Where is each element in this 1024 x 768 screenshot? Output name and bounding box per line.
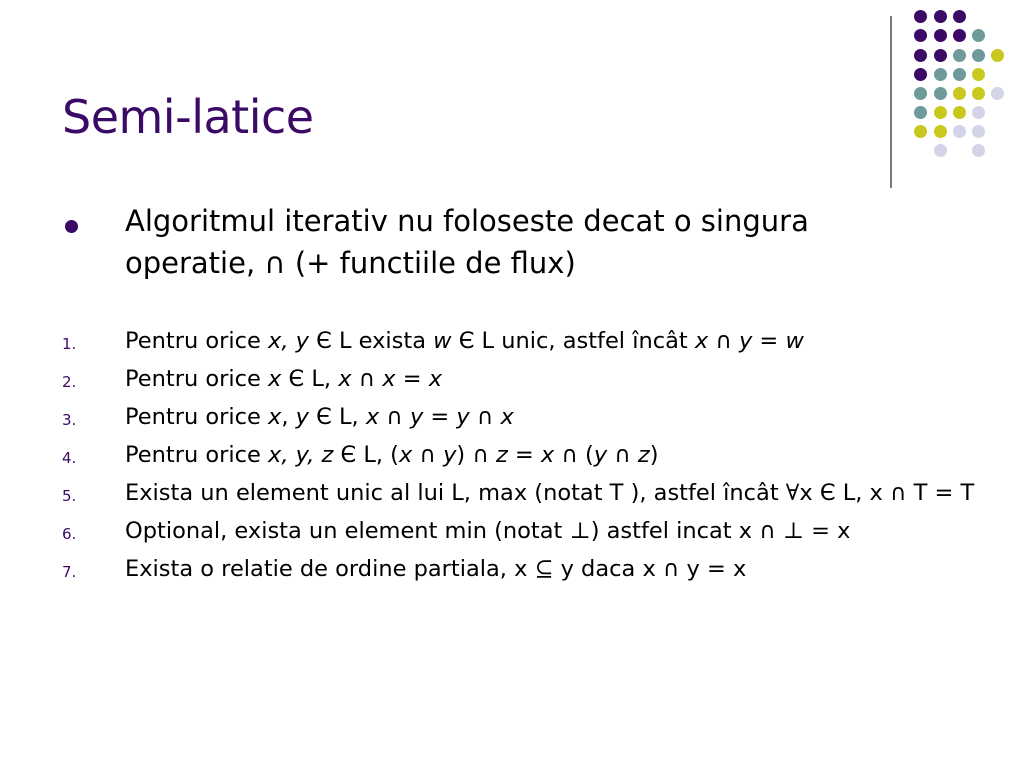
- list-item-segment: ⊥ =: [782, 518, 831, 544]
- list-item-text: [125, 516, 982, 547]
- main-bullet-line2: operatie, ∩ (+ functiile de flux): [125, 246, 576, 280]
- list-item: [62, 326, 982, 357]
- list-item-segment: ∩: [708, 328, 739, 354]
- list-item-segment: ,: [281, 404, 296, 430]
- decor-dot: [953, 49, 966, 62]
- decor-dot: [972, 125, 985, 138]
- list-item-segment: ∩: [351, 366, 383, 392]
- list-item-segment: w: [785, 328, 804, 354]
- decor-dot: [934, 49, 947, 62]
- list-item-segment: ∩: [469, 404, 501, 430]
- decor-dot: [914, 49, 927, 62]
- decor-dot: [991, 49, 1004, 62]
- list-item-number: 5.: [62, 487, 77, 505]
- list-item-segment: Pentru orice: [125, 442, 268, 468]
- list-item-segment: y: [443, 442, 457, 468]
- list-item-segment: y = y: [409, 404, 470, 430]
- numbered-list: [62, 326, 982, 592]
- decor-dot: [934, 144, 947, 157]
- decor-dot: [972, 49, 985, 62]
- bullet-icon: [65, 220, 78, 233]
- decor-dot: [914, 29, 927, 42]
- decor-dot: [934, 106, 947, 119]
- decor-dot: [914, 68, 927, 81]
- list-item-segment: x: [268, 404, 282, 430]
- list-item-segment: Exista o relatie de ordine partiala, x: [125, 556, 535, 582]
- list-item-segment: y: [593, 442, 608, 468]
- list-item-segment: x: [268, 366, 282, 392]
- list-item: [62, 516, 982, 547]
- list-item-text: [125, 440, 982, 471]
- list-item-text: [125, 554, 982, 585]
- main-bullet-text: [125, 200, 942, 284]
- list-item-text: [125, 478, 982, 509]
- list-item-segment: ∩: [607, 442, 638, 468]
- list-item-segment: x: [500, 404, 514, 430]
- decor-divider-line: [890, 16, 892, 188]
- list-item-segment: x = x: [382, 366, 443, 392]
- list-item-segment: ∩: [379, 404, 410, 430]
- decor-dot: [934, 125, 947, 138]
- list-item-segment: ∀: [785, 480, 800, 506]
- list-item-segment: Optional, exista un element min (notat: [125, 518, 570, 544]
- decor-dot: [914, 106, 927, 119]
- main-bullet-line1: Algoritmul iterativ nu foloseste decat o singura: [125, 204, 809, 238]
- slide-title: Semi-latice: [62, 90, 314, 144]
- decor-dot: [914, 125, 927, 138]
- list-item-segment: x: [398, 442, 413, 468]
- list-item: [62, 364, 982, 395]
- list-item-text: [125, 326, 982, 357]
- list-item: [62, 440, 982, 471]
- list-item-segment: y: [738, 328, 753, 354]
- list-item-segment: Є L,: [308, 404, 366, 430]
- decor-dot: [953, 10, 966, 23]
- list-item-segment: ∩ (: [554, 442, 594, 468]
- list-item-segment: =: [752, 328, 786, 354]
- list-item-text: [125, 364, 982, 395]
- list-item-segment: Exista un element unic al lui L, max (notat T ), astfel încât: [125, 480, 786, 506]
- list-item-segment: x, y: [268, 328, 309, 354]
- list-item-segment: z: [637, 442, 650, 468]
- decor-dot: [972, 106, 985, 119]
- list-item-segment: Є L, (: [333, 442, 399, 468]
- decor-dot: [934, 68, 947, 81]
- list-item-number: 4.: [62, 449, 77, 467]
- decor-dot: [934, 87, 947, 100]
- decor-dot: [953, 29, 966, 42]
- list-item-segment: Є L exista: [308, 328, 434, 354]
- decor-dot: [972, 68, 985, 81]
- list-item-number: 1.: [62, 335, 77, 353]
- decor-dot: [914, 87, 927, 100]
- list-item: [62, 478, 982, 509]
- list-item-number: 3.: [62, 411, 77, 429]
- list-item-segment: Pentru orice: [125, 328, 268, 354]
- decor-dot: [972, 29, 985, 42]
- decor-dot: [953, 68, 966, 81]
- list-item-segment: x: [365, 404, 380, 430]
- list-item-segment: Є L,: [281, 366, 339, 392]
- list-item-segment: x, y, z: [268, 442, 334, 468]
- decor-dot: [914, 10, 927, 23]
- decor-dot: [953, 87, 966, 100]
- list-item-segment: ): [649, 442, 659, 468]
- list-item-segment: ⊆: [534, 556, 554, 582]
- decor-dot: [991, 87, 1004, 100]
- list-item-segment: ) ∩: [456, 442, 496, 468]
- list-item-segment: Pentru orice: [125, 366, 268, 392]
- list-item-segment: Є L unic, astfel încât: [451, 328, 695, 354]
- list-item-segment: x: [694, 328, 709, 354]
- list-item-segment: ) astfel incat x ∩: [590, 518, 783, 544]
- list-item: [62, 402, 982, 433]
- decor-dot: [934, 29, 947, 42]
- list-item-segment: ∩: [412, 442, 444, 468]
- list-item-segment: x: [338, 366, 352, 392]
- list-item-segment: w: [433, 328, 452, 354]
- decor-dot: [972, 144, 985, 157]
- list-item-segment: ⊥: [569, 518, 591, 544]
- list-item-segment: y: [295, 404, 309, 430]
- decor-dot: [953, 106, 966, 119]
- decor-dot: [934, 10, 947, 23]
- list-item-text: [125, 402, 982, 433]
- decor-dot: [953, 125, 966, 138]
- decor-dot: [972, 87, 985, 100]
- list-item-segment: Pentru orice: [125, 404, 268, 430]
- list-item-segment: y daca x ∩ y = x: [553, 556, 747, 582]
- main-bullet: [62, 200, 942, 284]
- list-item-segment: x: [830, 518, 851, 544]
- list-item-segment: z = x: [495, 442, 555, 468]
- list-item-number: 7.: [62, 563, 77, 581]
- list-item-segment: x Є L, x ∩ T = T: [799, 480, 975, 506]
- list-item-number: 2.: [62, 373, 77, 391]
- list-item: [62, 554, 982, 585]
- list-item-number: 6.: [62, 525, 77, 543]
